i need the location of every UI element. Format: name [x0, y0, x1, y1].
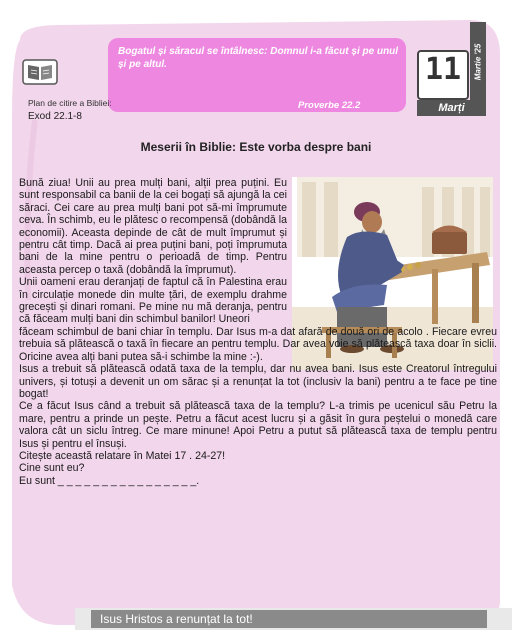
paragraph: Isus a trebuit să plătească odată taxa de la templu, dar nu avea bani. Isus este Creatorul întregului univers, și totuși a devenit un om sărac și a renunțat la tot (inclusiv la bani) pentru a te face pe tine bogat! — [19, 363, 497, 400]
paragraph: Bună ziua! Unii au prea mulți bani, alții prea puțini. Eu sunt responsabil ca banii de la cei bogați să ajungă la cei săraci. Cei care au prea mulți bani pot să-mi împrumute ceva. În schimb, eu le plătesc o recompensă (dobândă la economii). Aceasta depinde de cât de mult împrumut și pentru cât timp. Dacă ai prea puțini bani, poți împrumuta bani de la mine pentru o perioadă de timp. Pentru aceasta percep o taxă (dobândă la împrumut). — [19, 177, 287, 276]
reading-instruction: Citește această relatare în Matei 17 . 24-27! — [19, 449, 226, 462]
reading-plan-label: Plan de citire a Bibliei: — [28, 98, 112, 108]
paragraph: Ce a făcut Isus când a trebuit să plătească taxa de la templu? L-a trimis pe ucenicul său Petru la mare, pentru a prinde un pește. Petru a făcut acest lucru și a găsit în gura peștelui o monedă care valora cât un siclu întreg. Ce mare minune! Apoi Petru a putut să plătească taxa de templu pentru Isus și pentru el însuși. — [19, 400, 497, 450]
paragraph: Unii oameni erau deranjați de faptul că în Palestina erau în circulație monede din multe țări, de exemplu drahme grecești și dinari romani. Pe mine nu mă deranja, pentru că făceam mulți bani din schimbul banilor! Uneori — [19, 276, 287, 326]
riddle-question: Cine sunt eu? — [19, 462, 85, 475]
open-book-icon — [22, 58, 58, 86]
daily-verse: Bogatul și săracul se întâlnesc: Domnul i-a făcut și pe unul și pe altul. — [118, 46, 399, 70]
riddle-answer-blank: Eu sunt _ _ _ _ _ _ _ _ _ _ _ _ _ _ _ _. — [19, 474, 200, 487]
footer-motto: Isus Hristos a renunțat la tot! — [100, 612, 253, 626]
page-title: Meserii în Biblie: Este vorba despre bani — [140, 140, 372, 154]
date-day-number: 11 — [424, 52, 462, 87]
paragraph: făceam schimbul de bani chiar în templu. Dar Isus m-a dat afară de două ori de acolo . Fiecare evreu trebuia să plătească o taxă în fiecare an pentru templu. Dar avea voie să plătească taxa doar în siclii. Oricine avea alți bani putea să-i schimbe la mine :-). — [19, 325, 497, 363]
date-month-year: Martie '25 — [473, 43, 483, 81]
verse-reference: Proverbe 22.2 — [298, 100, 361, 111]
article-body — [19, 177, 497, 487]
date-weekday: Marți — [438, 102, 465, 114]
reading-plan-reference: Exod 22.1-8 — [28, 111, 82, 122]
